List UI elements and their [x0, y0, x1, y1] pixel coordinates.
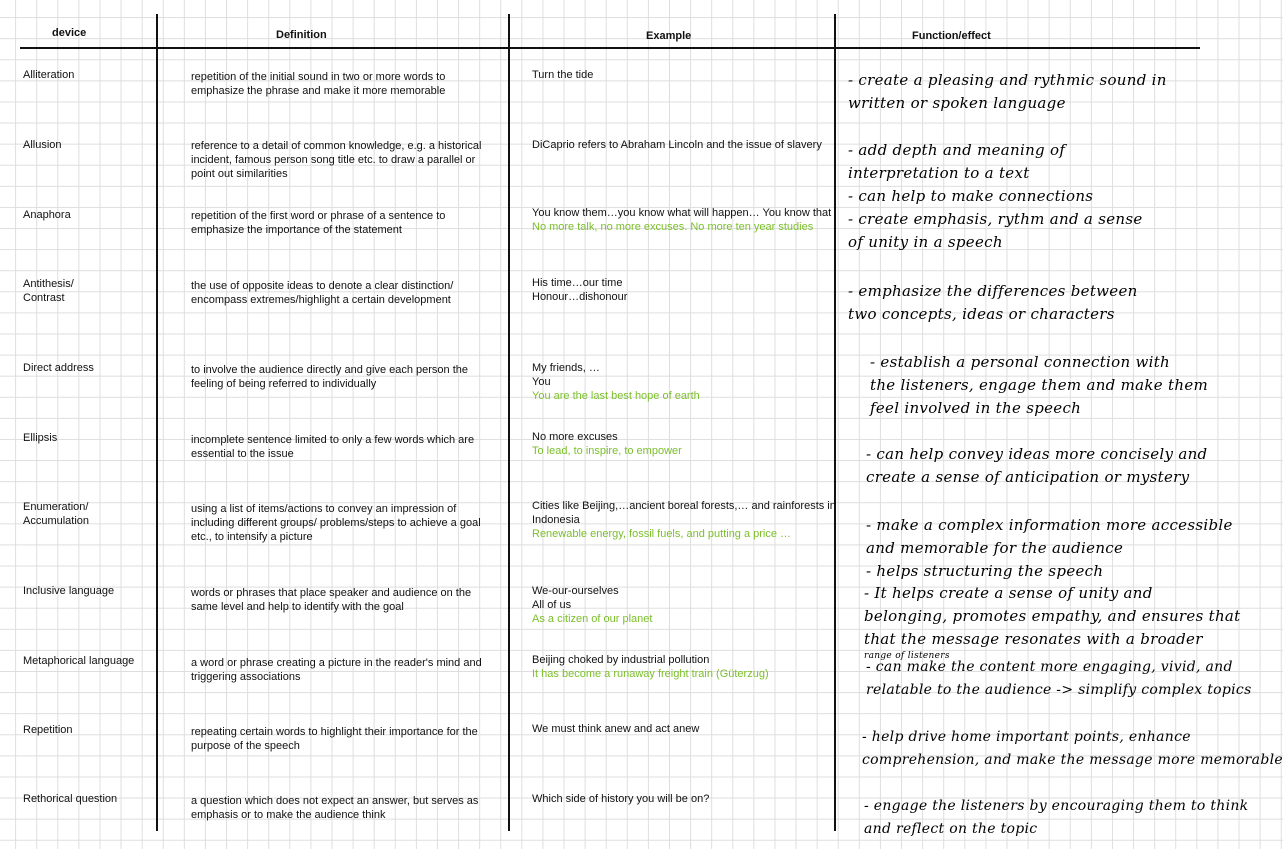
device-cell: Anaphora: [23, 209, 71, 221]
function-handwritten: [848, 139, 1200, 208]
example-cell: [532, 430, 852, 458]
definition-cell: repetition of the initial sound in two or more words to emphasize the phrase and make it more memorable: [191, 71, 446, 97]
device-cell: Antithesis/ Contrast: [23, 278, 74, 304]
function-line: create a sense of anticipation or mystery: [866, 468, 1190, 486]
device-cell: Alliteration: [23, 69, 75, 81]
example-line-green: It has become a runaway freight train (Güterzug): [532, 668, 769, 680]
example-cell: [532, 722, 852, 736]
device-cell: Enumeration/ Accumulation: [23, 501, 90, 527]
example-cell: [532, 68, 852, 82]
function-line: that the message resonates with a broader: [864, 630, 1203, 648]
function-line: belonging, promotes empathy, and ensures that: [864, 607, 1241, 625]
example-line: DiCaprio refers to Abraham Lincoln and the issue of slavery: [532, 139, 822, 151]
header-example: Example: [646, 30, 692, 42]
function-line: feel involved in the speech: [870, 399, 1082, 417]
example-line: Honour…dishonour: [532, 291, 628, 303]
example-cell: [532, 206, 832, 234]
example-cell: [532, 499, 848, 541]
function-handwritten: [870, 351, 1222, 420]
definition-cell: repeating certain words to highlight their importance for the purpose of the speech: [191, 726, 478, 752]
example-line-green: To lead, to inspire, to empower: [532, 445, 682, 457]
function-line: - engage the listeners by encouraging them to think: [864, 798, 1249, 814]
function-line: and reflect on the topic: [864, 821, 1038, 837]
example-cell: [532, 653, 852, 681]
function-line: - can help to make connections: [848, 187, 1094, 205]
definition-cell: reference to a detail of common knowledge, e.g. a historical incident, famous person song title etc. to draw a parallel or point out similarities: [191, 140, 482, 180]
function-line: - helps structuring the speech: [866, 562, 1104, 580]
header-device: device: [52, 27, 87, 39]
example-line-green: You are the last best hope of earth: [532, 390, 700, 402]
device-cell: Ellipsis: [23, 432, 58, 444]
column-divider-3: [834, 14, 836, 831]
function-handwritten: [848, 208, 1200, 254]
function-line: two concepts, ideas or characters: [848, 305, 1115, 323]
function-handwritten: [862, 726, 1283, 772]
example-line: You know them…you know what will happen… You know that: [532, 207, 832, 219]
example-line: You: [532, 376, 551, 388]
device-cell: Inclusive language: [23, 585, 115, 597]
definition-cell: a question which does not expect an answer, but serves as emphasis or to make the audience think: [191, 795, 479, 821]
function-line: - add depth and meaning of: [848, 141, 1066, 159]
example-line: We must think anew and act anew: [532, 723, 700, 735]
function-line: - establish a personal connection with: [870, 353, 1171, 371]
device-cell: Allusion: [23, 139, 62, 151]
device-cell: Direct address: [23, 362, 94, 374]
function-line: relatable to the audience -> simplify complex topics: [866, 682, 1252, 698]
definition-cell: a word or phrase creating a picture in the reader's mind and triggering associations: [191, 657, 482, 683]
function-line: - It helps create a sense of unity and: [864, 584, 1153, 602]
function-line: written or spoken language: [848, 94, 1066, 112]
function-handwritten: [848, 69, 1200, 115]
definition-cell: to involve the audience directly and give each person the feeling of being referred to individually: [191, 364, 469, 390]
definition-cell: words or phrases that place speaker and audience on the same level and help to identify with the goal: [191, 587, 472, 613]
function-line: interpretation to a text: [848, 164, 1030, 182]
function-handwritten: [866, 443, 1218, 489]
function-handwritten: [848, 280, 1200, 326]
definition-cell: using a list of items/actions to convey an impression of including different groups/ problems/steps to achieve a goal etc., to intensify a picture: [191, 503, 481, 543]
example-line: No more excuses: [532, 431, 618, 443]
function-line: - can make the content more engaging, vivid, and: [866, 659, 1233, 675]
function-line: of unity in a speech: [848, 233, 1003, 251]
example-cell: [532, 584, 852, 626]
device-cell: Rethorical question: [23, 793, 118, 805]
function-line: - help drive home important points, enhance: [862, 729, 1191, 745]
function-line: and memorable for the audience: [866, 539, 1124, 557]
example-line: We-our-ourselves: [532, 585, 619, 597]
function-line: - create emphasis, rythm and a sense: [848, 210, 1143, 228]
header-definition: Definition: [276, 29, 327, 41]
function-line: - emphasize the differences between: [848, 282, 1138, 300]
example-line: His time…our time: [532, 277, 623, 289]
device-cell: Metaphorical language: [23, 655, 135, 667]
header-rule: [20, 47, 1200, 49]
definition-cell: incomplete sentence limited to only a few words which are essential to the issue: [191, 434, 475, 460]
function-line: comprehension, and make the message more memorable: [862, 752, 1283, 768]
definition-cell: the use of opposite ideas to denote a clear distinction/ encompass extremes/highlight a certain development: [191, 280, 454, 306]
function-handwritten: [866, 514, 1233, 583]
function-handwritten: [864, 795, 1249, 841]
device-cell: Repetition: [23, 724, 73, 736]
function-line: - make a complex information more accessible: [866, 516, 1233, 534]
example-line: Which side of history you will be on?: [532, 793, 710, 805]
column-divider-2: [508, 14, 510, 831]
example-line-green: No more talk, no more excuses. No more ten year studies: [532, 221, 814, 233]
function-handwritten: [866, 656, 1252, 702]
example-cell: [532, 138, 844, 152]
example-cell: [532, 276, 852, 304]
example-line: Beijing choked by industrial pollution: [532, 654, 710, 666]
function-line: - create a pleasing and rythmic sound in: [848, 71, 1167, 89]
example-line-green: As a citizen of our planet: [532, 613, 653, 625]
example-cell: [532, 792, 852, 806]
example-line: Turn the tide: [532, 69, 594, 81]
example-line: All of us: [532, 599, 572, 611]
column-divider-1: [156, 14, 158, 831]
example-line: My friends, …: [532, 362, 600, 374]
example-line-green: Renewable energy, fossil fuels, and putting a price …: [532, 528, 792, 540]
function-line: - can help convey ideas more concisely and: [866, 445, 1208, 463]
example-cell: [532, 361, 852, 403]
function-note: range of listeners: [864, 651, 950, 661]
example-line: Cities like Beijing,…ancient boreal forests,… and rainforests in Indonesia: [532, 500, 836, 526]
definition-cell: repetition of the first word or phrase of a sentence to emphasize the importance of the statement: [191, 210, 446, 236]
function-line: the listeners, engage them and make them: [870, 376, 1209, 394]
header-function: Function/effect: [912, 30, 991, 42]
function-handwritten: [864, 582, 1241, 662]
